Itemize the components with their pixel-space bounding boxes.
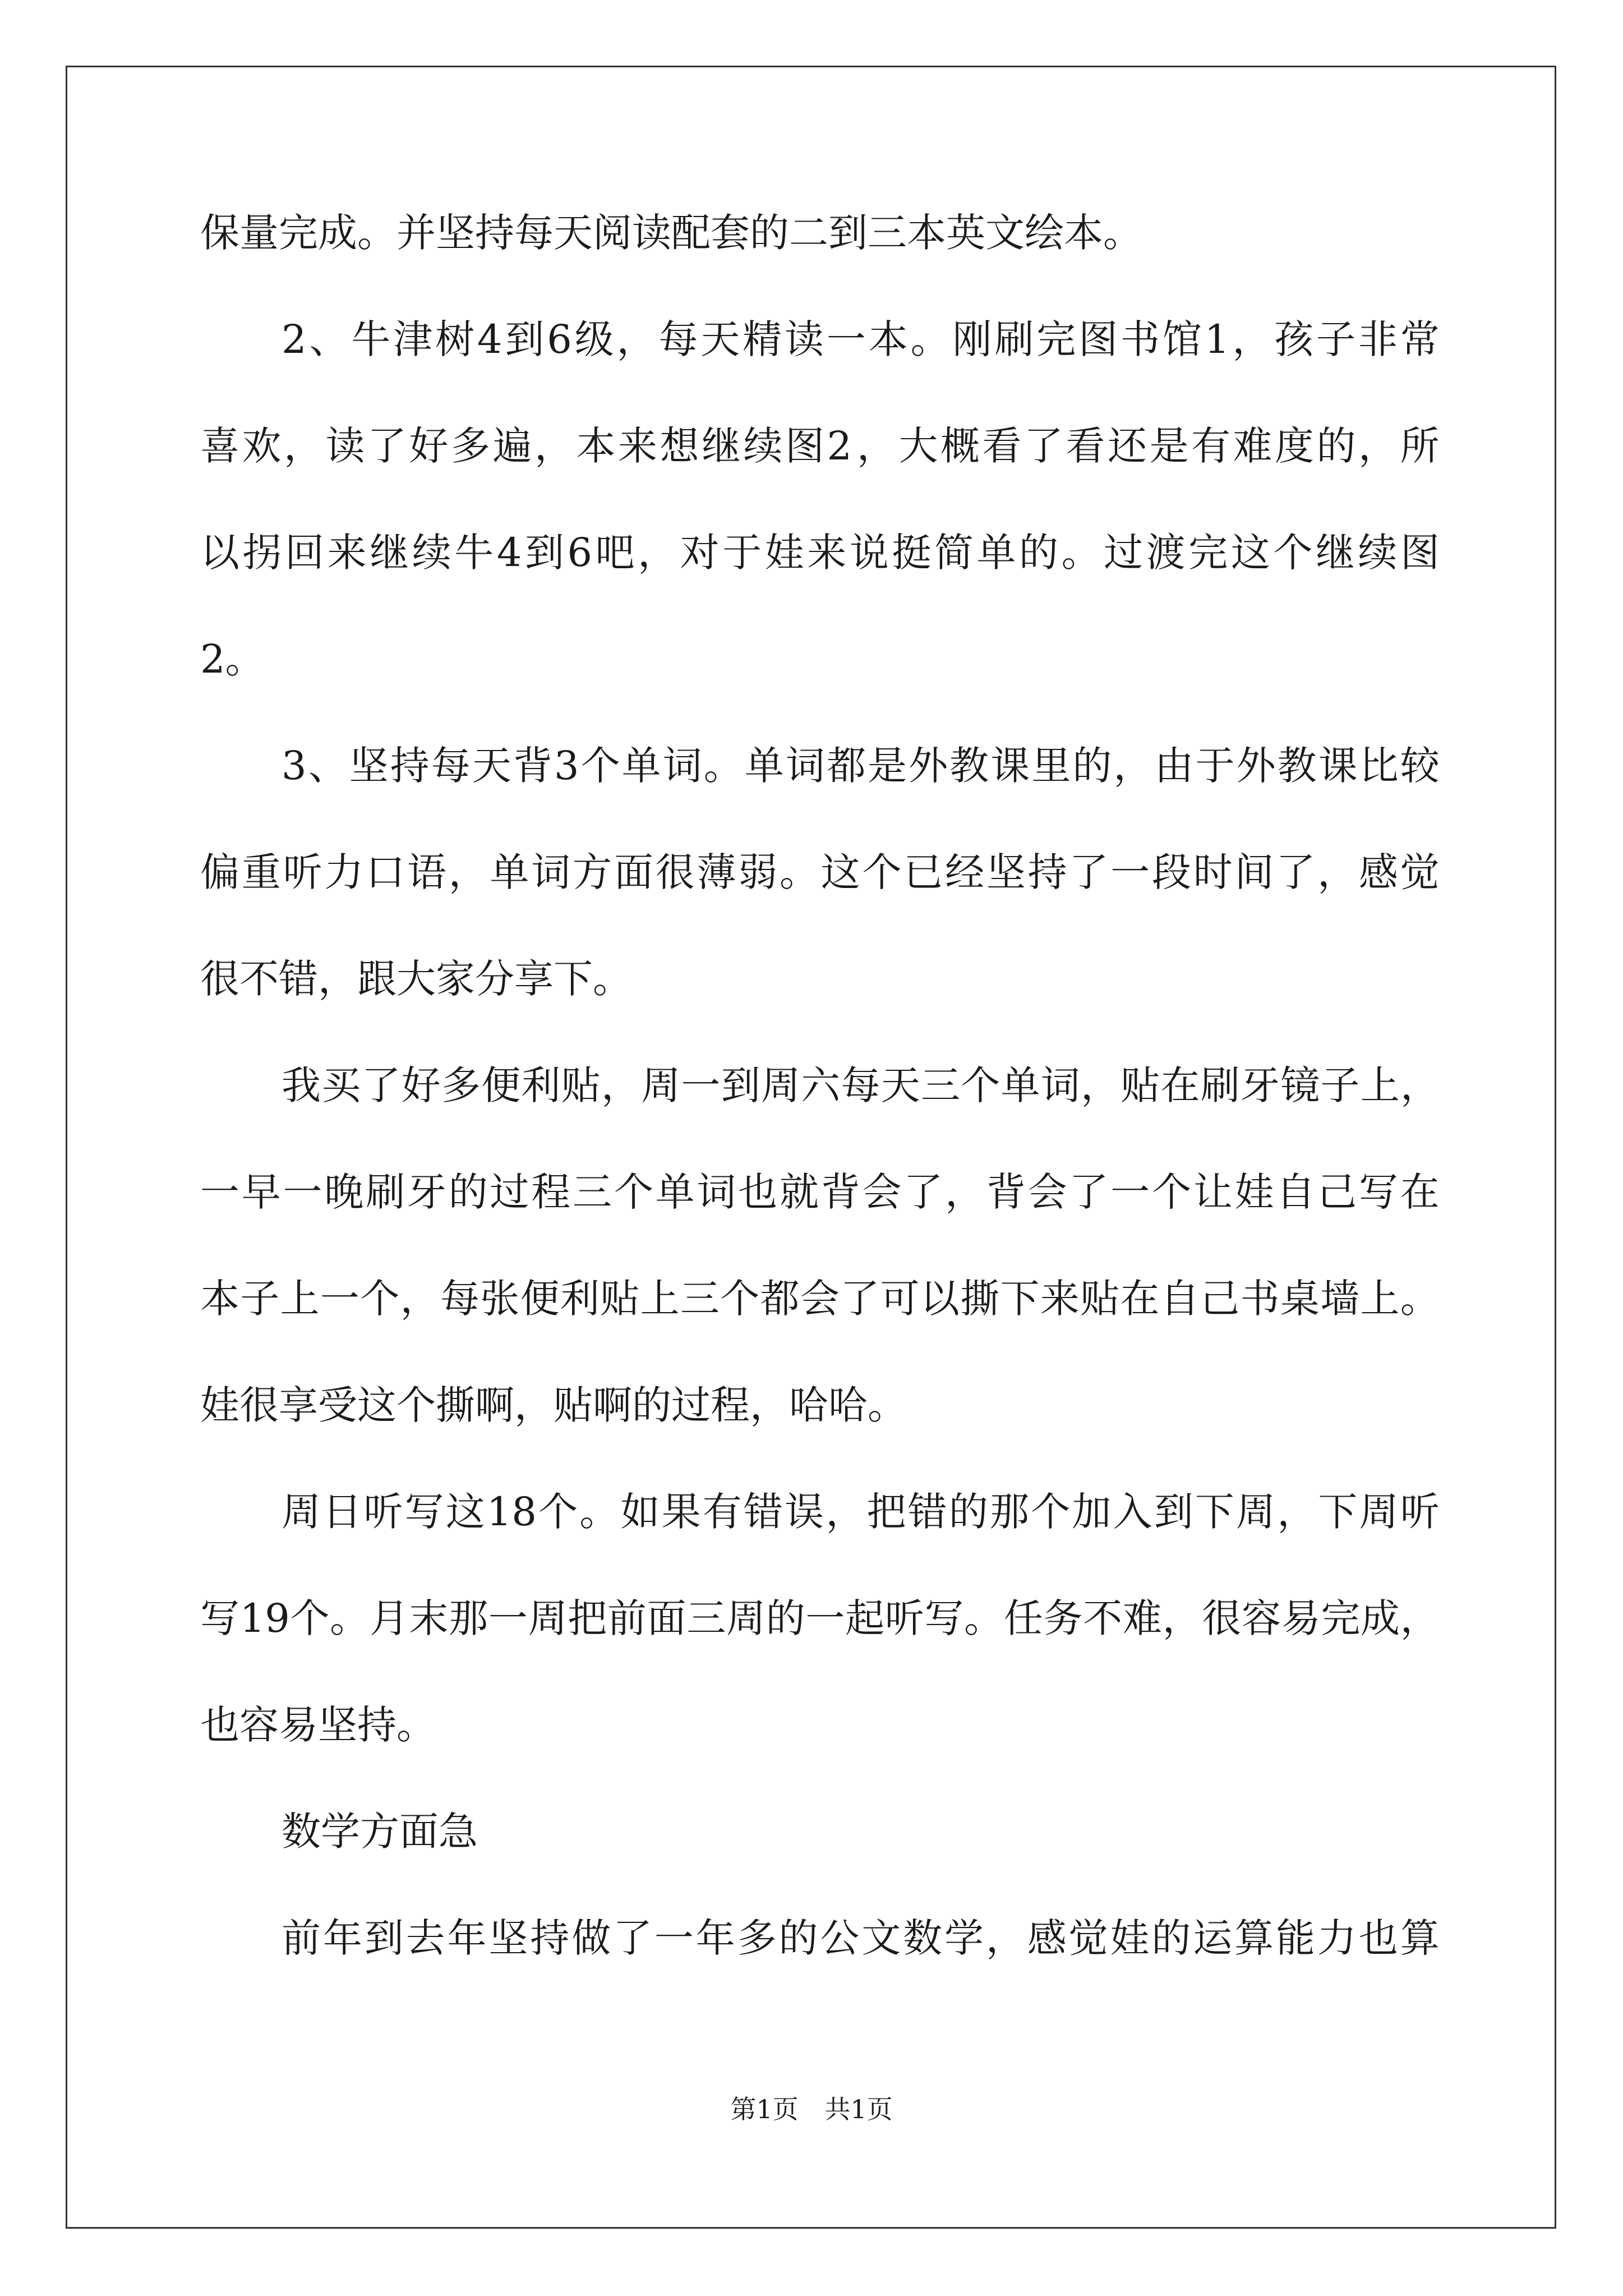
text-line: 2 、 牛 津 树 4 到 6 级 ， 每 天 精 读 一 本 。 刚 刷 完 图 书 馆 1 ， 孩 子 非 常	[282, 316, 1440, 362]
document-body	[200, 210, 1440, 2025]
text-line: 本 子 上 一 个 ， 每 张 便 利 贴 上 三 个 都 会 了 可 以 撕 下 来 贴 在 自 己 书 桌 墙 上 。	[200, 1276, 1440, 1322]
page-footer	[0, 2096, 1623, 2122]
text-line: 数学方面急	[282, 1809, 478, 1855]
text-line: 喜 欢 ， 读 了 好 多 遍 ， 本 来 想 继 续 图 2 ， 大 概 看 了 看 还 是 有 难 度 的 ， 所	[200, 423, 1440, 469]
text-line: 保量完成。并坚持每天阅读配套的二到三本英文绘本。	[200, 210, 1142, 256]
text-line: 很不错，跟大家分享下。	[200, 956, 632, 1002]
text-line: 2。	[200, 636, 265, 682]
text-line: 娃很享受这个撕啊，贴啊的过程，哈哈。	[200, 1382, 907, 1428]
page-total: 共1页	[824, 2094, 893, 2124]
text-line: 3 、 坚 持 每 天 背 3 个 单 词 。 单 词 都 是 外 教 课 里 的 ， 由 于 外 教 课 比 较	[282, 743, 1440, 789]
text-line: 以 拐 回 来 继 续 牛 4 到 6 吧 ， 对 于 娃 来 说 挺 简 单 的 。 过 渡 完 这 个 继 续 图	[200, 530, 1440, 576]
page-number: 第1页	[730, 2094, 799, 2124]
text-line: 一 早 一 晚 刷 牙 的 过 程 三 个 单 词 也 就 背 会 了 ， 背 会 了 一 个 让 娃 自 己 写 在	[200, 1169, 1440, 1215]
text-line: 写 19 个 。 月 末 那 一 周 把 前 面 三 周 的 一 起 听 写 。 任 务 不 难 ， 很 容 易 完 成 ，	[200, 1595, 1440, 1641]
text-line: 我 买 了 好 多 便 利 贴 ， 周 一 到 周 六 每 天 三 个 单 词 ， 贴 在 刷 牙 镜 子 上 ，	[282, 1062, 1440, 1108]
text-line: 也容易坚持。	[200, 1702, 436, 1748]
text-line: 偏 重 听 力 口 语 ， 单 词 方 面 很 薄 弱 。 这 个 已 经 坚 持 了 一 段 时 间 了 ， 感 觉	[200, 849, 1440, 895]
text-line: 前 年 到 去 年 坚 持 做 了 一 年 多 的 公 文 数 学 ， 感 觉 娃 的 运 算 能 力 也 算	[282, 1915, 1440, 1961]
text-line: 周 日 听 写 这 18 个 。 如 果 有 错 误 ， 把 错 的 那 个 加 入 到 下 周 ， 下 周 听	[282, 1489, 1440, 1535]
